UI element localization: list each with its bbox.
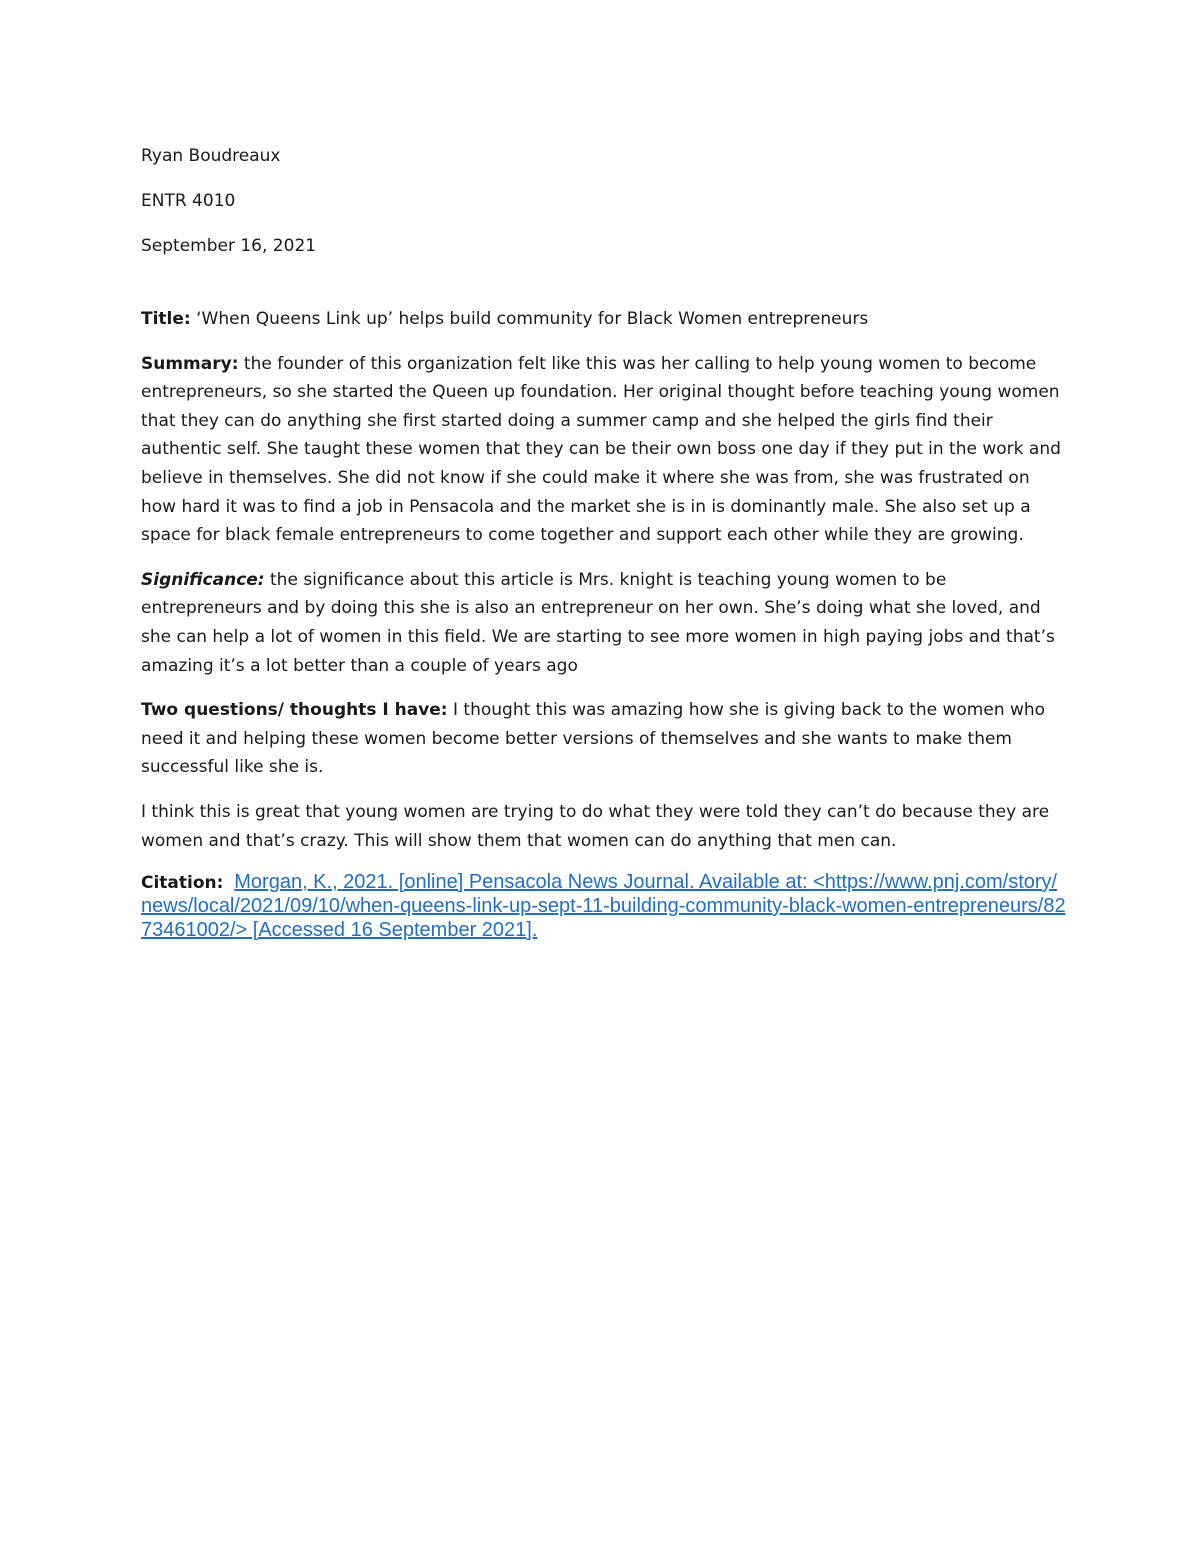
citation-label: Citation: — [141, 873, 224, 894]
questions-label: Two questions/ thoughts I have: — [141, 700, 448, 721]
closing-paragraph: I think this is great that young women are trying to do what they were told they can’t do because they are women and that’s crazy. This will show them that women can do anything that men can. — [141, 801, 1050, 851]
significance-paragraph — [141, 566, 1066, 680]
title-paragraph — [141, 305, 1066, 334]
questions-text: I thought this was amazing how she is giving back to the women who need it and helping these women become better versions of themselves and she wants to make them successful like she is. — [141, 700, 1046, 778]
title-text: ‘When Queens Link up’ helps build community for Black Women entrepreneurs — [190, 309, 869, 329]
document-date: September 16, 2021 — [141, 236, 317, 256]
header-spacer — [141, 277, 1066, 305]
document-page — [141, 142, 1066, 943]
summary-paragraph — [141, 350, 1066, 550]
significance-text: the significance about this article is Mrs. knight is teaching young women to be entrepreneurs and by doing this she is also an entrepreneur on her own. She’s doing what she loved, and she can help a lot of women in this field. We are starting to see more women in high paying jobs and that’s amazing it’s a lot better than a couple of years ago — [141, 569, 1055, 676]
title-label: Title: — [141, 309, 191, 329]
summary-label: Summary: — [141, 353, 239, 374]
summary-text: the founder of this organization felt like this was her calling to help young women to become entrepreneurs, so she started the Queen up foundation. Her original thought before teaching young women that they can do anything she first started doing a summer camp and she helped the girls find their authentic self. She taught these women that they can be their own boss one day if they put in the work and believe in themselves. She did not know if she could make it where she was from, she was frustrated on how hard it was to find a job in Pensacola and the market she is in is dominantly male. She also set up a space for black female entrepreneurs to come together and support each other while they are growing. — [141, 353, 1061, 546]
author-name: Ryan Boudreaux — [141, 146, 281, 166]
course-code: ENTR 4010 — [141, 191, 236, 211]
questions-paragraph — [141, 696, 1066, 782]
citation-link[interactable]: Morgan, K., 2021. [online] Pensacola News Journal. Available at: <https://www.pnj.com/story/news/local/2021/09/10/when-queens-link-up-sept-11-building-community-black-women-entrepreneurs/8273461002/> [Accessed 16 September 2021]. — [141, 871, 1066, 942]
significance-label: Significance: — [141, 569, 265, 590]
citation-paragraph — [141, 871, 1066, 943]
